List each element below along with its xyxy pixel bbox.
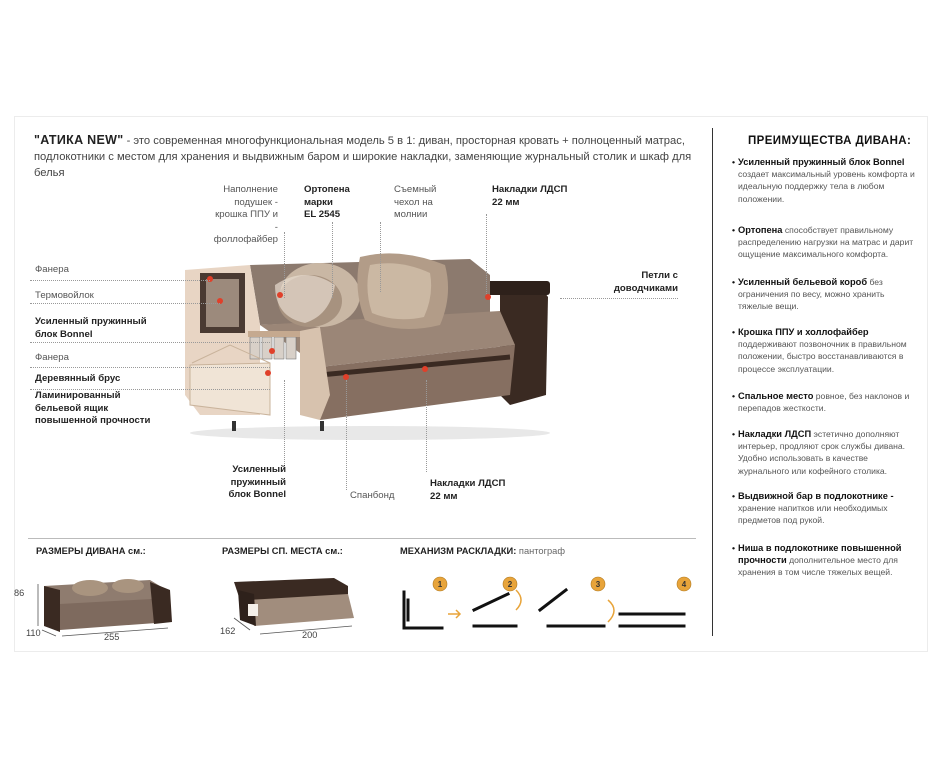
label-line: фоллофайбер [213,234,278,245]
advantage-head: Крошка ППУ и холлофайбер [738,327,869,337]
label-line: Усиленный пружинный [35,316,147,327]
leader-line [30,367,270,368]
advantage-text: эстетично дополняют интерьер, продляют срок службы дивана. Удобно использовать в качестве журнального или кофейного столика. [738,429,906,476]
mechanism-step-1: 1 [437,580,443,589]
advantage-text: поддерживают позвоночник в правильном положении, быстро восстанавливаются в процессе эксплуатации. [738,339,907,374]
label-ortopena [304,184,350,222]
label-ldsp-top [492,184,567,209]
label-filling [210,184,278,247]
leader-line [30,280,210,281]
label-line: Наполнение [223,184,278,195]
section-divider [28,538,696,539]
mechanism-step-3: 3 [595,580,601,589]
bed-depth: 162 [220,626,236,636]
advantage-text: хранение напитков или необходимых предметов под рукой. [738,503,888,526]
advantage-head: Выдвижной бар в подлокотнике - [738,491,894,501]
bullet: • [732,391,736,401]
leader-line [346,380,347,490]
label-line: повышенной прочности [35,415,151,426]
leader-line [486,214,487,294]
label-line: 22 мм [430,490,458,502]
label-line: Петли с [641,270,678,281]
mechanism-value: пантограф [518,546,565,556]
leader-line [284,232,285,298]
sofa-sizes-title [36,546,146,556]
advantage-head: Накладки ЛДСП [738,429,812,439]
advantage-text: ровное, без наклонов и перепадов жесткости. [738,391,910,414]
label-line: блок Bonnel [228,489,286,500]
mechanism-step-4: 4 [681,580,687,589]
advantage-head: Ортопена [738,225,783,235]
advantage-item [732,490,920,527]
bullet: • [732,225,736,235]
label-hinges [604,270,678,295]
bullet: • [732,491,736,501]
advantage-item [732,224,920,261]
intro-line-1: - это современная многофункциональная модель 5 в 1: диван, просторная кровать + полноценный матрас, [123,135,685,147]
sofa-depth: 110 [26,628,41,638]
advantage-head: Ниша в подлокотнике повышенной прочности [738,543,902,566]
label-spring-left [35,316,147,341]
leader-line [560,298,678,299]
bullet: • [732,327,736,337]
bullet: • [732,157,736,167]
bed-width: 200 [302,630,318,640]
label-line: крошка ППУ и - [215,209,278,233]
label-spanbond: Спанбонд [350,490,395,501]
advantage-item [732,390,920,414]
advantage-head: Усиленный пружинный блок Bonnel [738,157,905,167]
sofa-height: 86 [14,588,25,598]
label-line: подушек - [234,196,278,208]
leader-line [380,222,381,292]
leader-line [30,342,270,343]
advantage-text: дополнительное место для хранения в том числе тяжелых вещей. [738,555,898,578]
label-line: Ортопена [304,184,350,195]
leader-line [284,380,285,468]
advantage-head: Спальное место [738,391,814,401]
label-line: Накладки ЛДСП [430,478,506,489]
product-title: "АТИКА NEW" [34,133,124,147]
sofa-cutaway-illustration [170,245,560,445]
label-line: 22 мм [492,196,520,208]
label-line: бельевой ящик [35,402,109,414]
advantage-item [732,326,920,375]
leader-line [332,222,333,298]
bed-sizes-title [222,546,343,556]
label-line: Съемный [394,184,437,195]
mechanism-step-2: 2 [507,580,513,589]
label-line: доводчиками [613,282,678,294]
label-line: молнии [394,209,428,220]
label-line: Накладки ЛДСП [492,184,568,195]
label-fanera-2: Фанера [35,352,69,363]
vertical-separator [712,128,713,636]
advantage-text: создает максимальный уровень комфорта и идеальную поддержку тела в любом положении. [738,169,915,204]
sofa-width: 255 [104,632,120,642]
label-line: марки [304,196,333,208]
advantage-item [732,156,920,205]
advantages-title: ПРЕИМУЩЕСТВА ДИВАНА: [748,135,912,147]
leader-line [30,303,220,304]
label-spring-bottom [212,464,286,502]
label-cover [394,184,436,222]
label-line: чехол на [394,196,433,208]
label-box [35,390,150,428]
label-line: блок Bonnel [35,328,93,340]
leader-line [426,380,427,472]
advantage-item [732,542,920,579]
sofa-sizes-label: РАЗМЕРЫ ДИВАНА [36,546,126,556]
bullet: • [732,429,736,439]
bullet: • [732,543,736,553]
bed-sizes-unit: см.: [325,546,343,556]
label-line: пружинный [230,476,286,488]
intro-text [34,132,704,181]
label-beam: Деревянный брус [35,373,121,384]
bullet: • [732,277,736,287]
advantage-item [732,428,920,477]
label-line: Усиленный [232,464,286,475]
label-fanera-1: Фанера [35,264,69,275]
label-ldsp-bottom [430,478,505,503]
bed-dimensions-diagram [214,560,364,644]
advantage-text: без ограничения по весу, можно хранить тяжелые вещи. [738,277,885,312]
mechanism-title [400,546,565,556]
bed-sizes-label: РАЗМЕРЫ СП. МЕСТА [222,546,323,556]
mechanism-label: МЕХАНИЗМ РАСКЛАДКИ: [400,546,517,556]
advantage-head: Усиленный бельевой короб [738,277,868,287]
advantage-item [732,276,920,313]
label-thermo: Термовойлок [35,290,94,301]
label-line: Ламинированный [35,390,121,401]
advantage-text: способствует правильному распределению нагрузки на матрас и дарит ощущение максимального комфорта. [738,225,914,260]
intro-line-2: подлокотники с местом для хранения и выдвижным баром и широкие накладки, заменяющие журнальный столик и шкаф для белья [34,151,692,179]
sofa-sizes-unit: см.: [128,546,146,556]
mechanism-steps-diagram [398,570,698,642]
label-line: EL 2545 [304,209,341,220]
